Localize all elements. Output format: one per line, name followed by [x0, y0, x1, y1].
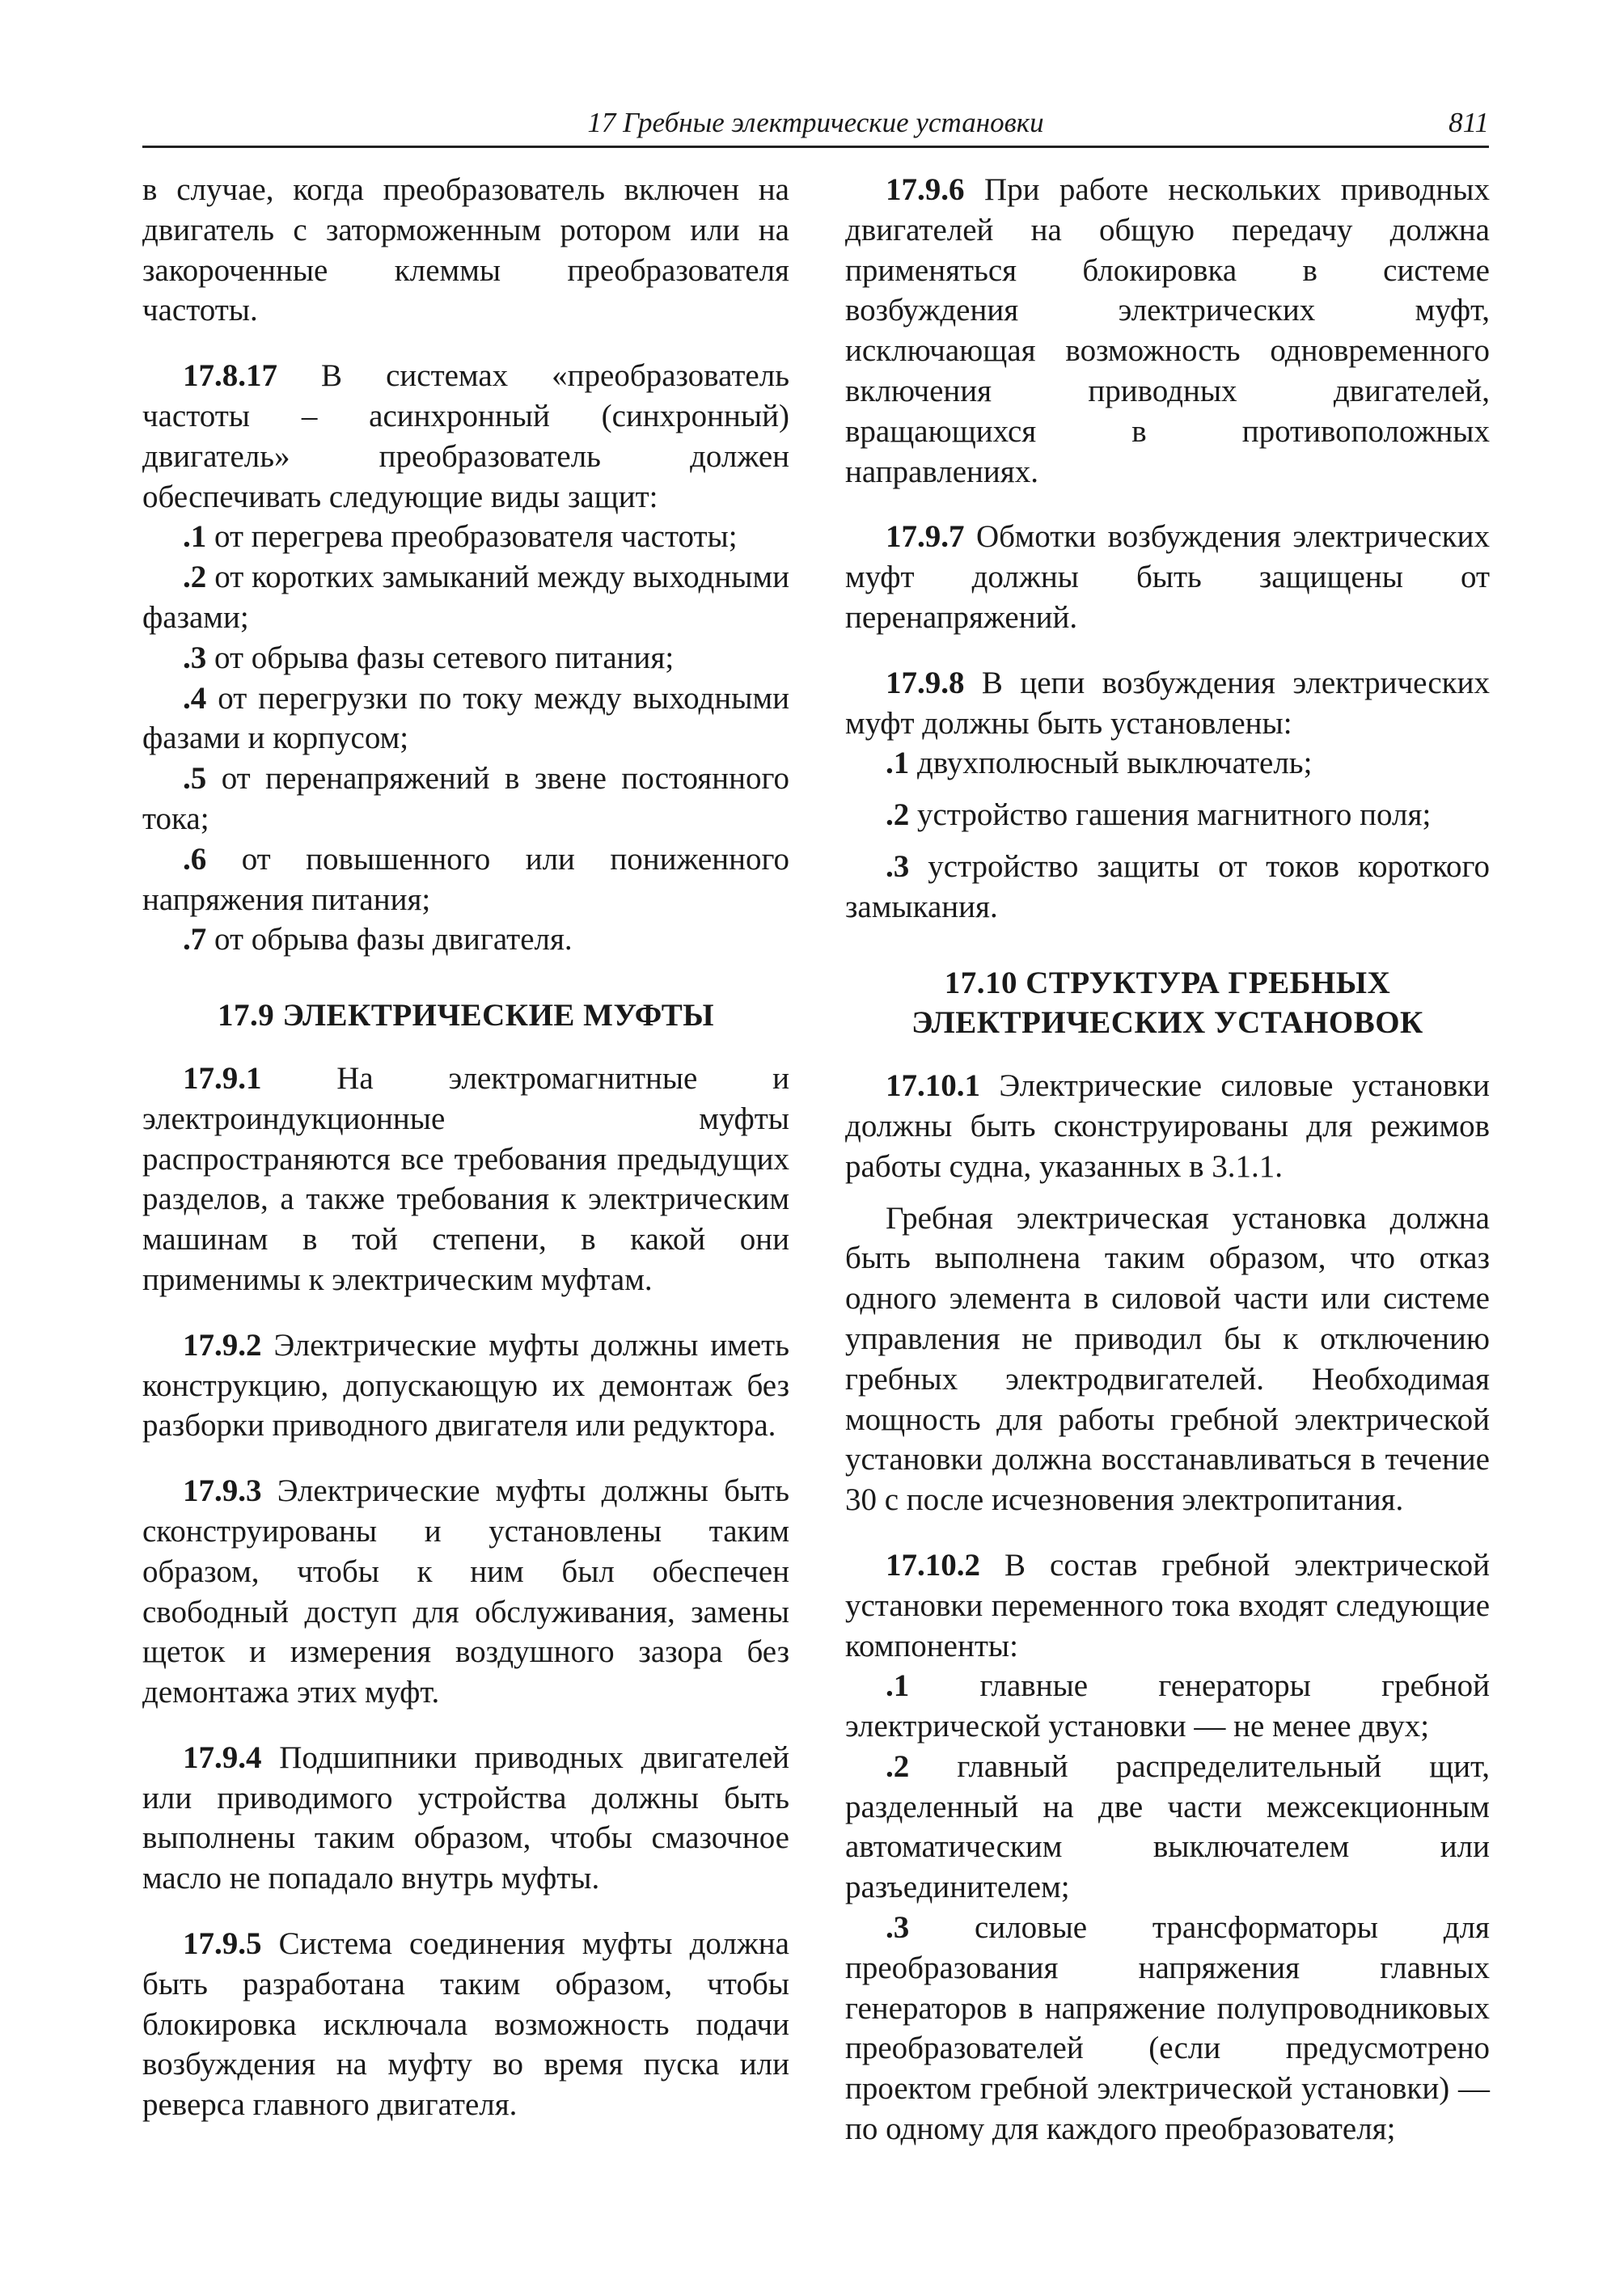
item-number: .7 — [183, 922, 207, 957]
item-number: .3 — [886, 848, 910, 884]
list-item — [142, 517, 789, 557]
item-number: .4 — [183, 680, 207, 716]
item-text: от обрыва фазы двигателя. — [206, 922, 573, 957]
item-number: .1 — [886, 1668, 910, 1704]
clause-number: 17.10.1 — [886, 1068, 980, 1104]
item-text: от перегрева преобразователя частоты; — [206, 519, 738, 555]
clause-number: 17.9.1 — [183, 1060, 262, 1096]
clause-17-10-2 — [845, 1545, 1490, 1666]
clause-number: 17.9.7 — [886, 519, 965, 555]
clause-number: 17.9.3 — [183, 1473, 262, 1509]
item-number: .2 — [886, 1748, 910, 1784]
clause-number: 17.9.2 — [183, 1327, 262, 1363]
clause-number: 17.9.8 — [886, 665, 965, 700]
section-heading-17-10-line1: 17.10 СТРУКТУРА ГРЕБНЫХ — [944, 965, 1391, 1000]
section-heading-17-9: 17.9 ЭЛЕКТРИЧЕСКИЕ МУФТЫ — [217, 998, 715, 1033]
item-text: главные генераторы гребной электрической установки — не менее двух; — [845, 1668, 1490, 1744]
item-text: устройство защиты от токов короткого замыкания. — [845, 848, 1490, 924]
clause-text: При работе нескольких приводных двигателей на общую передачу должна применяться блокировка в системе возбуждения электрических муфт, исключающая возможность одновременного включения приводных двигателей, вращающихся в противоположных направлениях. — [845, 172, 1490, 489]
list-item — [845, 795, 1490, 835]
list-item — [142, 759, 789, 839]
item-text: от обрыва фазы сетевого питания; — [206, 640, 675, 675]
list-item — [142, 678, 789, 759]
item-number: .5 — [183, 761, 207, 797]
clause-number: 17.10.2 — [886, 1547, 980, 1583]
clause-text: Система соединения муфты должна быть разработана таким образом, чтобы блокировка исключала возможность подачи возбуждения на муфту во время пуска или реверса главного двигателя. — [142, 1926, 789, 2123]
paragraph-continuation: в случае, когда преобразователь включен на двигатель с заторможенным ротором или на закороченные клеммы преобразователя частоты. — [142, 172, 789, 328]
list-item — [142, 839, 789, 920]
clause-17-8-17 — [142, 356, 789, 517]
item-text: от коротких замыканий между выходными фазами; — [142, 560, 789, 635]
item-number: .2 — [886, 797, 910, 833]
clause-17-9-1 — [142, 1059, 789, 1300]
left-column — [142, 170, 789, 2125]
clause-text: Электрические силовые установки должны быть сконструированы для режимов работы судна, указанных в 3.1.1. — [845, 1068, 1490, 1184]
item-number: .1 — [183, 519, 207, 555]
clause-number: 17.9.5 — [183, 1926, 262, 1962]
clause-17-10-1 — [845, 1066, 1490, 1186]
list-item — [845, 1908, 1490, 2149]
clause-text: В системах «преобразователь частоты – асинхронный (синхронный) двигатель» преобразователь должен обеспечивать следующие виды защит: — [142, 358, 789, 514]
clause-17-9-5 — [142, 1924, 789, 2125]
clause-17-9-6 — [845, 170, 1490, 492]
item-text: от перегрузки по току между выходными фазами и корпусом; — [142, 680, 789, 756]
clause-number: 17.9.6 — [886, 172, 965, 207]
clause-number: 17.8.17 — [183, 358, 277, 394]
item-number: .6 — [183, 841, 207, 877]
clause-text: Обмотки возбуждения электрических муфт должны быть защищены от перенапряжений. — [845, 519, 1490, 635]
item-text: от повышенного или пониженного напряжения питания; — [142, 841, 789, 917]
item-text: устройство гашения магнитного поля; — [909, 797, 1432, 833]
list-item — [845, 743, 1490, 784]
item-text: главный распределительный щит, разделенный на две части межсекционным автоматическим выключателем или разъединителем; — [845, 1748, 1490, 1905]
clause-17-9-7 — [845, 517, 1490, 637]
clause-text: На электромагнитные и электроиндукционные муфты распространяются все требования предыдущих разделов, а также требования к электрическим машинам в той степени, в какой они применимы к электрическим муфтам. — [142, 1060, 789, 1297]
item-text: силовые трансформаторы для преобразования напряжения главных генераторов в напряжение полупроводниковых преобразователей (если предусмотрено проектом гребной электрической установки) — по одному для каждого преобразователя; — [845, 1910, 1490, 2147]
list-item — [142, 919, 789, 960]
clause-17-9-8 — [845, 663, 1490, 744]
header-title: 17 Гребные электрические установки — [587, 107, 1044, 138]
clause-17-9-4 — [142, 1738, 789, 1899]
item-number: .3 — [886, 1910, 910, 1946]
clause-text: В цепи возбуждения электрических муфт должны быть установлены: — [845, 665, 1490, 741]
item-text: от перенапряжений в звене постоянного тока; — [142, 761, 789, 836]
list-item — [142, 557, 789, 638]
item-number: .3 — [183, 640, 207, 675]
section-heading-17-10-line2: ЭЛЕКТРИЧЕСКИХ УСТАНОВОК — [911, 1005, 1423, 1041]
clause-text: Подшипники приводных двигателей или приводимого устройства должны быть выполнены таким образом, чтобы смазочное масло не попадало внутрь муфты. — [142, 1739, 789, 1896]
page-number: 811 — [1448, 107, 1489, 138]
item-number: .2 — [183, 560, 207, 595]
clause-text: Электрические муфты должны иметь конструкцию, допускающую их демонтаж без разборки приводного двигателя или редуктора. — [142, 1327, 789, 1443]
running-header — [142, 100, 1489, 148]
list-item — [142, 638, 789, 678]
paragraph-17-10-1b: Гребная электрическая установка должна быть выполнена таким образом, что отказ одного элемента в силовой части или системе управления не приводил бы к отключению гребных электродвигателей. Необходимая мощность для работы гребной электрической установки должна восстанавливаться в течение 30 с после исчезновения электропитания. — [845, 1200, 1490, 1518]
clause-text: Электрические муфты должны быть сконструированы и установлены таким образом, чтобы к ним был обеспечен свободный доступ для обслуживания, замены щеток и измерения воздушного зазора без демонтажа этих муфт. — [142, 1473, 789, 1710]
clause-text: В состав гребной электрической установки переменного тока входят следующие компоненты: — [845, 1547, 1490, 1663]
clause-number: 17.9.4 — [183, 1739, 262, 1775]
item-number: .1 — [886, 746, 910, 781]
right-column — [845, 170, 1490, 2149]
item-text: двухполюсный выключатель; — [909, 746, 1313, 781]
clause-17-9-2 — [142, 1325, 789, 1446]
list-item — [845, 1747, 1490, 1908]
clause-17-9-3 — [142, 1471, 789, 1713]
list-item — [845, 1666, 1490, 1747]
list-item — [845, 847, 1490, 928]
